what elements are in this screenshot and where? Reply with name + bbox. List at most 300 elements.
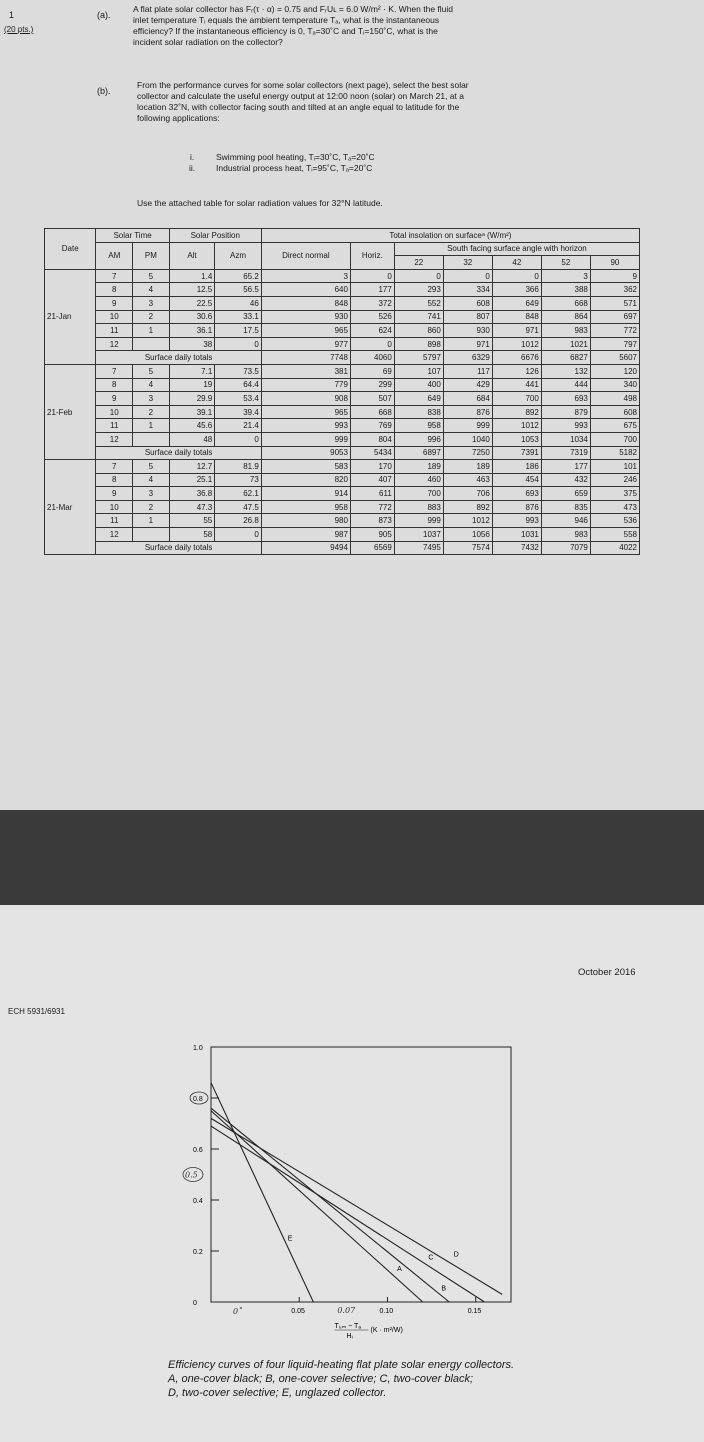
table-cell: 697 xyxy=(590,310,639,324)
table-cell: 820 xyxy=(261,473,350,487)
header-south-facing: South facing surface angle with horizon xyxy=(394,242,639,256)
table-cell: 797 xyxy=(590,337,639,351)
table-cell: 706 xyxy=(443,487,492,501)
total-cell: 5797 xyxy=(394,351,443,365)
totals-row xyxy=(45,351,640,365)
part-a-line-3: efficiency? If the instantaneous efficiency is 0, Tₐ=30˚C and Tᵢ=150˚C, what is the xyxy=(133,26,438,36)
table-cell: 965 xyxy=(261,324,350,338)
table-cell: 170 xyxy=(350,460,394,474)
table-cell: 640 xyxy=(261,283,350,297)
table-cell: 1 xyxy=(133,324,170,338)
table-cell: 0 xyxy=(394,269,443,283)
table-row xyxy=(45,269,640,283)
table-cell: 56.5 xyxy=(215,283,262,297)
table-cell: 1.4 xyxy=(169,269,215,283)
table-cell: 1 xyxy=(133,419,170,433)
table-cell: 772 xyxy=(590,324,639,338)
table-cell: 381 xyxy=(261,364,350,378)
table-row xyxy=(45,500,640,514)
total-cell: 7574 xyxy=(443,541,492,555)
table-cell: 45.6 xyxy=(169,419,215,433)
total-cell: 7391 xyxy=(492,446,541,460)
caption-line-2: A, one-cover black; B, one-cover selective; C, two-cover black; xyxy=(168,1373,474,1385)
table-cell: 39.1 xyxy=(169,405,215,419)
curve-label-d: D xyxy=(453,1251,459,1259)
table-cell: 873 xyxy=(350,514,394,528)
table-cell: 7 xyxy=(96,269,133,283)
table-row xyxy=(45,310,640,324)
problem-points: (20 pts.) xyxy=(4,25,34,34)
curve-a xyxy=(211,1111,423,1302)
table-cell: 372 xyxy=(350,296,394,310)
table-cell: 12 xyxy=(96,528,133,542)
header-angle-52: 52 xyxy=(541,256,590,270)
table-cell: 388 xyxy=(541,283,590,297)
table-cell: 741 xyxy=(394,310,443,324)
daily-totals-label: Surface daily totals xyxy=(96,351,261,365)
table-cell: 429 xyxy=(443,378,492,392)
total-cell: 6676 xyxy=(492,351,541,365)
table-cell: 362 xyxy=(590,283,639,297)
table-cell: 73 xyxy=(215,473,262,487)
header-solar-position: Solar Position xyxy=(169,229,261,243)
table-cell: 36.8 xyxy=(169,487,215,501)
table-cell: 9 xyxy=(96,392,133,406)
total-cell: 7079 xyxy=(541,541,590,555)
table-cell: 905 xyxy=(350,528,394,542)
table-cell: 460 xyxy=(394,473,443,487)
table-cell: 48 xyxy=(169,432,215,446)
table-cell: 914 xyxy=(261,487,350,501)
table-cell: 12 xyxy=(96,432,133,446)
table-cell: 558 xyxy=(590,528,639,542)
table-cell: 996 xyxy=(394,432,443,446)
table-cell: 5 xyxy=(133,364,170,378)
table-row xyxy=(45,528,640,542)
table-cell: 0 xyxy=(443,269,492,283)
table-cell: 177 xyxy=(350,283,394,297)
table-cell: 958 xyxy=(261,500,350,514)
table-cell: 11 xyxy=(96,419,133,433)
curve-e xyxy=(211,1083,313,1302)
table-cell: 132 xyxy=(541,364,590,378)
table-cell: 583 xyxy=(261,460,350,474)
table-cell: 101 xyxy=(590,460,639,474)
table-row xyxy=(45,324,640,338)
table-cell: 55 xyxy=(169,514,215,528)
table-cell: 4 xyxy=(133,378,170,392)
table-cell: 700 xyxy=(394,487,443,501)
table-cell: 0 xyxy=(215,432,262,446)
table-cell: 3 xyxy=(541,269,590,283)
total-cell: 5434 xyxy=(350,446,394,460)
table-cell: 334 xyxy=(443,283,492,297)
table-cell: 9 xyxy=(96,296,133,310)
table-cell xyxy=(133,432,170,446)
date-cell: 21-Mar xyxy=(45,460,96,555)
table-cell: 8 xyxy=(96,378,133,392)
table-cell: 120 xyxy=(590,364,639,378)
table-cell: 5 xyxy=(133,460,170,474)
insolation-table xyxy=(44,228,640,555)
table-row xyxy=(45,337,640,351)
table-row xyxy=(45,487,640,501)
table-cell: 552 xyxy=(394,296,443,310)
table-cell: 186 xyxy=(492,460,541,474)
y-tick-label: 0.8 xyxy=(193,1096,203,1103)
x-tick-label: 0.05 xyxy=(291,1308,305,1315)
table-cell: 693 xyxy=(541,392,590,406)
table-cell: 177 xyxy=(541,460,590,474)
app-ii-label: ii. xyxy=(189,163,196,173)
part-a-label: (a). xyxy=(97,10,111,20)
table-cell: 876 xyxy=(492,500,541,514)
table-cell: 11 xyxy=(96,514,133,528)
table-cell: 898 xyxy=(394,337,443,351)
part-a-line-2: inlet temperature Tᵢ equals the ambient temperature Tₐ, what is the instantaneous xyxy=(133,15,440,25)
totals-row xyxy=(45,541,640,555)
table-cell: 772 xyxy=(350,500,394,514)
table-cell: 3 xyxy=(133,487,170,501)
table-body xyxy=(45,269,640,554)
table-cell: 8 xyxy=(96,283,133,297)
table-cell: 0 xyxy=(215,528,262,542)
table-cell: 1012 xyxy=(492,337,541,351)
table-cell: 999 xyxy=(443,419,492,433)
table-cell: 1 xyxy=(133,514,170,528)
curve-label-b: B xyxy=(441,1285,446,1293)
table-cell: 1034 xyxy=(541,432,590,446)
x-axis-label: Tᵢ,ₘ − Tₐ xyxy=(334,1323,361,1330)
table-row xyxy=(45,473,640,487)
table-cell: 64.4 xyxy=(215,378,262,392)
table-row xyxy=(45,432,640,446)
total-cell: 9494 xyxy=(261,541,350,555)
table-cell: 400 xyxy=(394,378,443,392)
total-cell: 7250 xyxy=(443,446,492,460)
table-cell: 65.2 xyxy=(215,269,262,283)
table-row xyxy=(45,419,640,433)
part-b-line-4: following applications: xyxy=(137,113,220,123)
table-cell: 624 xyxy=(350,324,394,338)
table-cell: 2 xyxy=(133,405,170,419)
table-cell: 299 xyxy=(350,378,394,392)
table-cell: 39.4 xyxy=(215,405,262,419)
handwritten-note: 0.07 xyxy=(337,1306,356,1315)
table-cell: 107 xyxy=(394,364,443,378)
table-cell: 908 xyxy=(261,392,350,406)
header-pm: PM xyxy=(133,242,170,269)
header-angle-90: 90 xyxy=(590,256,639,270)
curve-c xyxy=(211,1126,485,1302)
table-cell: 340 xyxy=(590,378,639,392)
total-cell: 7432 xyxy=(492,541,541,555)
table-cell: 971 xyxy=(443,337,492,351)
table-cell: 293 xyxy=(394,283,443,297)
chart-labels xyxy=(183,1045,481,1340)
chart-grid xyxy=(211,1047,476,1302)
table-cell: 498 xyxy=(590,392,639,406)
totals-row xyxy=(45,446,640,460)
table-cell: 946 xyxy=(541,514,590,528)
table-cell: 611 xyxy=(350,487,394,501)
table-cell: 10 xyxy=(96,310,133,324)
table-cell: 1056 xyxy=(443,528,492,542)
table-cell: 126 xyxy=(492,364,541,378)
table-cell: 507 xyxy=(350,392,394,406)
table-cell: 9 xyxy=(590,269,639,283)
y-tick-label: 0.4 xyxy=(193,1198,203,1205)
table-cell xyxy=(133,337,170,351)
x-tick-label: 0.10 xyxy=(379,1308,394,1315)
table-cell: 47.3 xyxy=(169,500,215,514)
table-cell: 25.1 xyxy=(169,473,215,487)
table-cell: 675 xyxy=(590,419,639,433)
table-cell: 0 xyxy=(350,269,394,283)
table-cell: 700 xyxy=(590,432,639,446)
y-tick-label: 0 xyxy=(193,1300,197,1307)
table-cell: 46 xyxy=(215,296,262,310)
table-cell: 407 xyxy=(350,473,394,487)
table-cell: 983 xyxy=(541,528,590,542)
table-cell: 17.5 xyxy=(215,324,262,338)
table-cell: 693 xyxy=(492,487,541,501)
table-cell: 835 xyxy=(541,500,590,514)
table-cell: 2 xyxy=(133,310,170,324)
table-cell: 838 xyxy=(394,405,443,419)
table-cell: 8 xyxy=(96,473,133,487)
table-cell: 848 xyxy=(492,310,541,324)
x-tick-label: 0.15 xyxy=(467,1308,482,1315)
table-cell: 1053 xyxy=(492,432,541,446)
table-cell: 47.5 xyxy=(215,500,262,514)
table-cell: 10 xyxy=(96,405,133,419)
table-row xyxy=(45,405,640,419)
handwritten-note: 0.5 xyxy=(185,1170,198,1180)
table-cell: 62.1 xyxy=(215,487,262,501)
table-cell: 4 xyxy=(133,473,170,487)
table-cell: 649 xyxy=(492,296,541,310)
table-cell: 1037 xyxy=(394,528,443,542)
table-cell: 608 xyxy=(443,296,492,310)
part-b-line-1: From the performance curves for some solar collectors (next page), select the best solar xyxy=(137,80,469,90)
header-am: AM xyxy=(96,242,133,269)
total-cell: 7319 xyxy=(541,446,590,460)
curve-d xyxy=(211,1118,502,1294)
caption-line-1: Efficiency curves of four liquid-heating flat plate solar energy collectors. xyxy=(168,1359,515,1371)
table-cell: 883 xyxy=(394,500,443,514)
total-cell: 4060 xyxy=(350,351,394,365)
table-cell: 860 xyxy=(394,324,443,338)
table-cell: 804 xyxy=(350,432,394,446)
table-cell: 983 xyxy=(541,324,590,338)
caption-line-3: D, two-cover selective; E, unglazed collector. xyxy=(168,1387,387,1399)
table-cell: 779 xyxy=(261,378,350,392)
table-cell: 2 xyxy=(133,500,170,514)
table-cell: 1040 xyxy=(443,432,492,446)
problem-number: 1 xyxy=(9,10,15,20)
table-cell: 0 xyxy=(215,337,262,351)
table-cell: 19 xyxy=(169,378,215,392)
course-code: ECH 5931/6931 xyxy=(8,1007,65,1016)
table-cell: 12.5 xyxy=(169,283,215,297)
table-cell: 876 xyxy=(443,405,492,419)
table-cell: 58 xyxy=(169,528,215,542)
curve-label-c: C xyxy=(428,1254,434,1262)
table-cell: 441 xyxy=(492,378,541,392)
table-cell: 1031 xyxy=(492,528,541,542)
table-cell: 0 xyxy=(492,269,541,283)
total-cell: 6897 xyxy=(394,446,443,460)
table-cell: 892 xyxy=(492,405,541,419)
table-row xyxy=(45,283,640,297)
table-note: Use the attached table for solar radiation values for 32°N latitude. xyxy=(137,198,383,208)
table-cell: 526 xyxy=(350,310,394,324)
table-cell: 769 xyxy=(350,419,394,433)
header-angle-22: 22 xyxy=(394,256,443,270)
table-cell: 993 xyxy=(261,419,350,433)
part-a-line-4: incident solar radiation on the collector? xyxy=(133,37,283,47)
table-cell: 807 xyxy=(443,310,492,324)
table-cell: 53.4 xyxy=(215,392,262,406)
table-cell: 246 xyxy=(590,473,639,487)
table-cell: 463 xyxy=(443,473,492,487)
chart-caption xyxy=(168,1358,668,1400)
table-cell: 444 xyxy=(541,378,590,392)
daily-totals-label: Surface daily totals xyxy=(96,446,261,460)
table-row xyxy=(45,392,640,406)
efficiency-chart xyxy=(185,1042,520,1340)
header-angle-42: 42 xyxy=(492,256,541,270)
date-cell: 21-Feb xyxy=(45,364,96,459)
total-cell: 6569 xyxy=(350,541,394,555)
table-cell: 117 xyxy=(443,364,492,378)
table-cell: 189 xyxy=(394,460,443,474)
table-cell: 971 xyxy=(492,324,541,338)
table-cell: 7.1 xyxy=(169,364,215,378)
table-cell: 7 xyxy=(96,364,133,378)
header-total-insolation: Total insolation on surfaceᵃ (W/m²) xyxy=(261,229,639,243)
table-cell: 700 xyxy=(492,392,541,406)
part-b-line-2: collector and calculate the useful energy output at 12:00 noon (solar) on March 21, at a xyxy=(137,91,464,101)
table-cell: 5 xyxy=(133,269,170,283)
table-cell: 848 xyxy=(261,296,350,310)
date-cell: 21-Jan xyxy=(45,269,96,364)
table-cell: 30.6 xyxy=(169,310,215,324)
table-cell: 73.5 xyxy=(215,364,262,378)
table-cell: 987 xyxy=(261,528,350,542)
total-cell: 9053 xyxy=(261,446,350,460)
header-date: Date xyxy=(45,229,96,270)
table-cell: 668 xyxy=(541,296,590,310)
table-cell: 536 xyxy=(590,514,639,528)
handwritten-note: 0˚ xyxy=(233,1307,243,1316)
table-cell: 864 xyxy=(541,310,590,324)
table-row xyxy=(45,460,640,474)
table-cell: 26.8 xyxy=(215,514,262,528)
header-horiz: Horiz. xyxy=(350,242,394,269)
part-a-line-1: A flat plate solar collector has Fᵣ(τ · α) = 0.75 and FᵣUʟ = 6.0 W/m² · K. When the fluid xyxy=(133,4,454,14)
app-ii-text: Industrial process heat, Tᵢ=95˚C, Tₐ=20˚C xyxy=(216,163,373,173)
total-cell: 7748 xyxy=(261,351,350,365)
table-cell: 571 xyxy=(590,296,639,310)
total-cell: 6329 xyxy=(443,351,492,365)
header-alt: Alt xyxy=(169,242,215,269)
table-cell: 1012 xyxy=(492,419,541,433)
table-cell: 36.1 xyxy=(169,324,215,338)
header-azm: Azm xyxy=(215,242,262,269)
total-cell: 5182 xyxy=(590,446,639,460)
page-gap xyxy=(0,810,704,905)
table-cell: 38 xyxy=(169,337,215,351)
table-cell: 22.5 xyxy=(169,296,215,310)
table-cell: 892 xyxy=(443,500,492,514)
table-cell: 189 xyxy=(443,460,492,474)
table-cell: 930 xyxy=(443,324,492,338)
table-cell: 69 xyxy=(350,364,394,378)
table-cell: 10 xyxy=(96,500,133,514)
table-cell: 3 xyxy=(261,269,350,283)
chart-lines xyxy=(211,1083,502,1302)
page-date: October 2016 xyxy=(578,967,636,978)
table-cell: 454 xyxy=(492,473,541,487)
table-cell: 21.4 xyxy=(215,419,262,433)
table-cell: 12.7 xyxy=(169,460,215,474)
table-cell xyxy=(133,528,170,542)
table-cell: 3 xyxy=(133,392,170,406)
table-cell: 649 xyxy=(394,392,443,406)
table-cell: 432 xyxy=(541,473,590,487)
y-tick-label: 0.6 xyxy=(193,1147,203,1154)
table-cell: 999 xyxy=(261,432,350,446)
table-cell: 473 xyxy=(590,500,639,514)
table-row xyxy=(45,364,640,378)
table-cell: 958 xyxy=(394,419,443,433)
table-cell: 1021 xyxy=(541,337,590,351)
table-cell: 1012 xyxy=(443,514,492,528)
table-cell: 11 xyxy=(96,324,133,338)
y-tick-label: 1.0 xyxy=(193,1045,203,1052)
x-axis-label-denominator: Hᵢ xyxy=(346,1333,353,1340)
y-tick-label: 0.2 xyxy=(193,1249,203,1256)
plot-frame xyxy=(211,1047,511,1302)
table-cell: 684 xyxy=(443,392,492,406)
table-cell: 999 xyxy=(394,514,443,528)
table-cell: 879 xyxy=(541,405,590,419)
header-direct-normal: Direct normal xyxy=(261,242,350,269)
table-cell: 659 xyxy=(541,487,590,501)
table-cell: 0 xyxy=(350,337,394,351)
table-cell: 993 xyxy=(492,514,541,528)
table-cell: 9 xyxy=(96,487,133,501)
header-angle-32: 32 xyxy=(443,256,492,270)
x-axis-units: (K · m²/W) xyxy=(370,1327,403,1334)
curve-b xyxy=(211,1108,449,1302)
table-cell: 993 xyxy=(541,419,590,433)
table-cell: 12 xyxy=(96,337,133,351)
table-cell: 7 xyxy=(96,460,133,474)
table-cell: 81.9 xyxy=(215,460,262,474)
total-cell: 6827 xyxy=(541,351,590,365)
total-cell: 4022 xyxy=(590,541,639,555)
table-cell: 29.9 xyxy=(169,392,215,406)
table-cell: 366 xyxy=(492,283,541,297)
curve-label-e: E xyxy=(287,1235,293,1243)
table-cell: 3 xyxy=(133,296,170,310)
table-cell: 965 xyxy=(261,405,350,419)
part-b-label: (b). xyxy=(97,86,111,96)
table-row xyxy=(45,378,640,392)
